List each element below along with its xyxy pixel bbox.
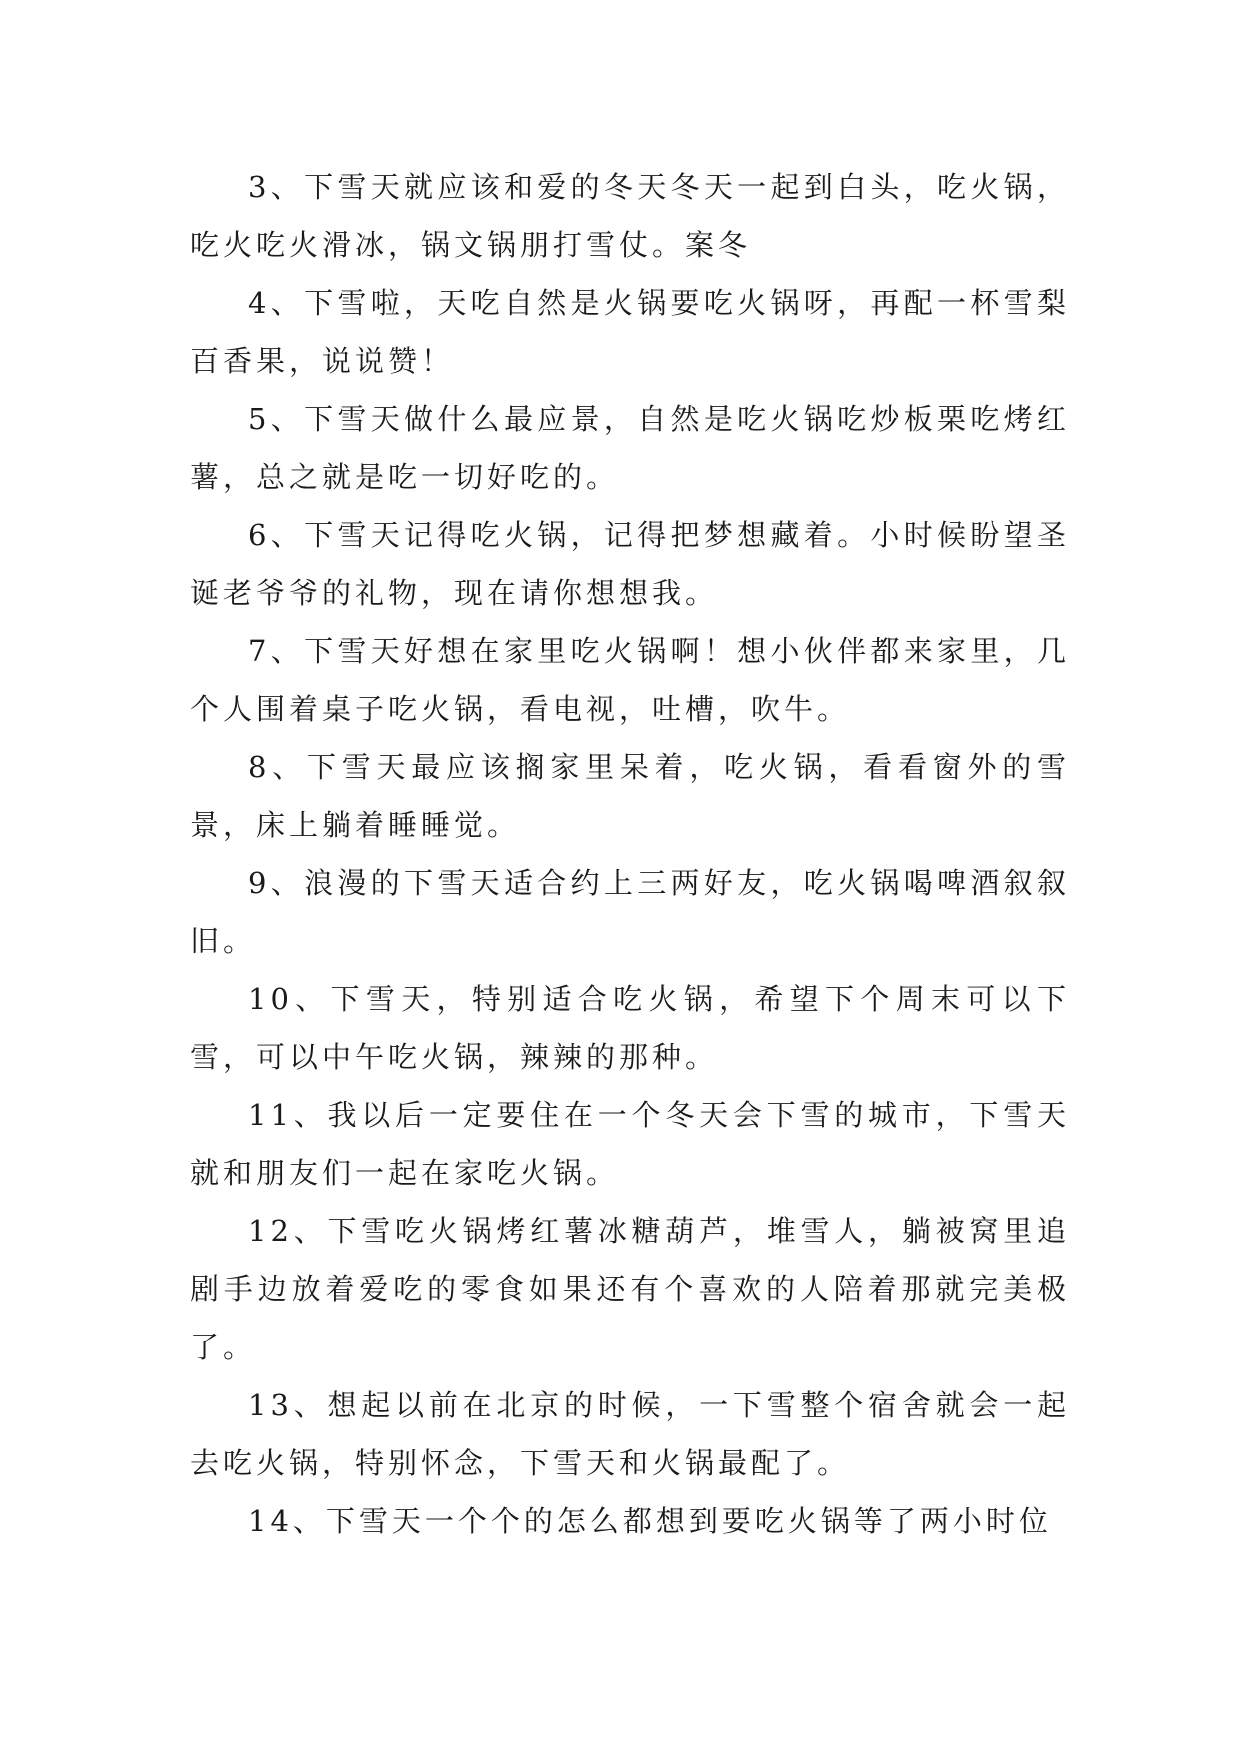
paragraph-9: 9、浪漫的下雪天适合约上三两好友，吃火锅喝啤酒叙叙旧。	[190, 866, 1070, 958]
document-body	[190, 158, 1070, 1550]
paragraph-14: 14、下雪天一个个的怎么都想到要吃火锅等了两小时位	[248, 1504, 1052, 1538]
paragraph-13: 13、想起以前在北京的时候，一下雪整个宿舍就会一起去吃火锅，特别怀念，下雪天和火锅最配了。	[190, 1388, 1070, 1480]
paragraph-11: 11、我以后一定要住在一个冬天会下雪的城市，下雪天就和朋友们一起在家吃火锅。	[190, 1098, 1070, 1190]
paragraph-3: 3、下雪天就应该和爱的冬天冬天一起到白头，吃火锅，吃火吃火滑冰，锅文锅朋打雪仗。案冬	[190, 170, 1070, 262]
paragraph-7: 7、下雪天好想在家里吃火锅啊！想小伙伴都来家里，几个人围着桌子吃火锅，看电视，吐槽，吹牛。	[190, 634, 1070, 726]
paragraph-8: 8、下雪天最应该搁家里呆着，吃火锅，看看窗外的雪景，床上躺着睡睡觉。	[190, 750, 1070, 842]
paragraph-12: 12、下雪吃火锅烤红薯冰糖葫芦，堆雪人，躺被窝里追剧手边放着爱吃的零食如果还有个喜欢的人陪着那就完美极了。	[190, 1214, 1070, 1364]
paragraph-6: 6、下雪天记得吃火锅，记得把梦想藏着。小时候盼望圣诞老爷爷的礼物，现在请你想想我。	[190, 518, 1070, 610]
paragraph-5: 5、下雪天做什么最应景，自然是吃火锅吃炒板栗吃烤红薯，总之就是吃一切好吃的。	[190, 402, 1070, 494]
paragraph-10: 10、下雪天，特别适合吃火锅，希望下个周末可以下雪，可以中午吃火锅，辣辣的那种。	[190, 982, 1070, 1074]
paragraph-4: 4、下雪啦，天吃自然是火锅要吃火锅呀，再配一杯雪梨百香果，说说赞！	[190, 286, 1070, 378]
